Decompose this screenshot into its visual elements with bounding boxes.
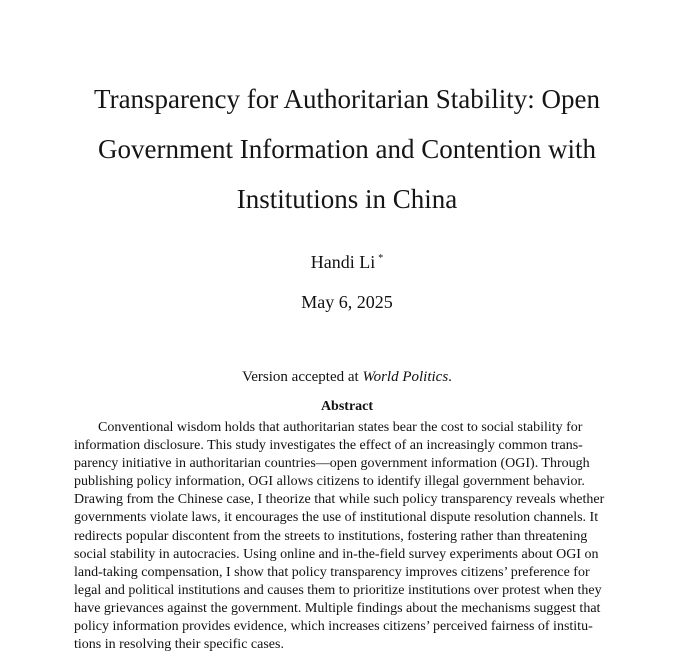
abstract-line: social stability in autocracies. Using online and in-the-field survey experiments about OGI on xyxy=(74,546,599,562)
abstract-line: policy information provides evidence, which increases citizens’ perceived fairness of institu- xyxy=(74,619,593,635)
publication-date: May 6, 2025 xyxy=(301,292,393,312)
abstract-line: land-taking compensation, I show that policy transparency improves citizens’ preference for xyxy=(74,564,590,580)
abstract-line: governments violate laws, it encourages the use of institutional dispute resolution channels. It xyxy=(74,510,599,526)
version-suffix: . xyxy=(448,369,452,385)
author-footnote-mark: * xyxy=(378,253,384,264)
version-note xyxy=(0,368,694,386)
abstract-line: Drawing from the Chinese case, I theorize that while such policy transparency reveals whether xyxy=(74,492,605,508)
abstract-line: publishing policy information, OGI allows citizens to identify illegal government behavior. xyxy=(74,474,585,490)
paper-title-line-2: Government Information and Contention with xyxy=(98,134,596,164)
abstract-heading: Abstract xyxy=(320,399,374,414)
journal-name: World Politics xyxy=(362,369,449,385)
paper-title-line-1: Transparency for Authoritarian Stability: Open xyxy=(94,84,600,114)
abstract-line: information disclosure. This study investigates the effect of an increasingly common trans- xyxy=(74,438,583,454)
author-line xyxy=(0,251,694,273)
version-prefix: Version accepted at xyxy=(242,369,363,385)
abstract-line: have grievances against the government. Multiple findings about the mechanisms suggest that xyxy=(74,600,601,616)
abstract-body xyxy=(74,419,624,654)
paper-title-line-3: Institutions in China xyxy=(236,184,458,214)
abstract-line: parency initiative in authoritarian countries—open government information (OGI). Through xyxy=(74,456,590,472)
author-name: Handi Li xyxy=(310,252,376,272)
abstract-line: Conventional wisdom holds that authoritarian states bear the cost to social stability for xyxy=(98,420,583,435)
abstract-line: redirects popular discontent from the streets to institutions, fostering rather than threatening xyxy=(74,528,588,544)
abstract-line: tions in resolving their specific cases. xyxy=(74,637,284,653)
abstract-line: legal and political institutions and causes them to prioritize institutions over protest when they xyxy=(74,582,602,598)
